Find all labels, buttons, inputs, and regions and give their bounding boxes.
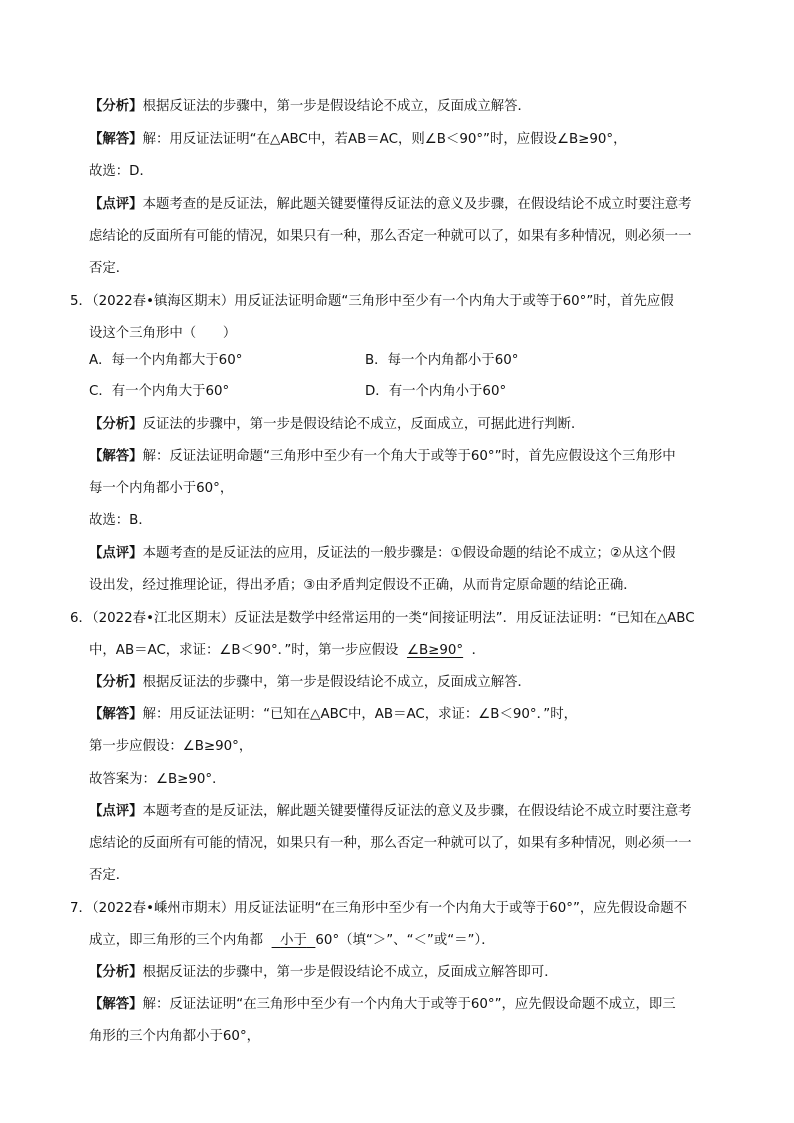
- analysis-text: 根据反证法的步骤中，第一步是假设结论不成立，反面成立解答．: [142, 99, 531, 114]
- comment-tag: 【点评】: [89, 197, 143, 212]
- q4-comment-line-3: [89, 258, 724, 280]
- q6-answer-line-3: [89, 769, 724, 791]
- answer-tag: 【解答】: [89, 449, 143, 464]
- comment-text: 设出发，经过推理论证，得出矛盾；③由矛盾判定假设不正确，从而肯定原命题的结论正确．: [89, 578, 637, 593]
- comment-text: 否定．: [89, 261, 130, 276]
- q5-comment-line-2: [89, 575, 724, 597]
- q5-analysis-line: [89, 414, 724, 436]
- answer-text: 每一个内角都小于60°，: [89, 481, 234, 496]
- analysis-text: 反证法的步骤中，第一步是假设结论不成立，反面成立，可据此进行判断．: [142, 417, 585, 432]
- q5-choice-line: [89, 510, 724, 532]
- q7-stem: 60°（填“＞”、“＜”或“＝”）．: [315, 933, 495, 948]
- q5-answer-line-2: [89, 478, 724, 500]
- q6-stem: 中，AB＝AC，求证：∠B＜90°．”时，第一步应假设: [89, 643, 399, 658]
- q5-answer-line-1: [89, 446, 724, 468]
- q7-answer-line-1: [89, 994, 724, 1016]
- answer-tag: 【解答】: [89, 997, 143, 1012]
- q6-blank-answer: ∠B≥90°: [406, 643, 464, 658]
- q6-comment-line-1: [89, 801, 724, 823]
- analysis-tag: 【分析】: [89, 417, 143, 432]
- q7-stem-line-1: [70, 898, 724, 920]
- answer-text: 解：用反证法证明：“已知在△ABC中，AB＝AC，求证：∠B＜90°．”时，: [142, 707, 578, 722]
- q5-option-b: B．每一个内角都小于60°: [365, 353, 519, 368]
- q4-choice-line: [89, 161, 724, 183]
- q7-analysis-line: [89, 962, 724, 984]
- comment-tag: 【点评】: [89, 804, 143, 819]
- q4-comment-line-1: [89, 194, 724, 216]
- choice-text: 故选：D．: [89, 164, 153, 179]
- q5-option-a: A．每一个内角都大于60°: [89, 353, 243, 368]
- answer-text: 解：用反证法证明“在△ABC中，若AB＝AC，则∠B＜90°”时，应假设∠B≥90°，: [142, 132, 627, 147]
- q6-stem-line-1: [70, 608, 724, 630]
- q6-comment-line-3: [89, 865, 724, 887]
- q7-answer-line-2: [89, 1026, 724, 1048]
- answer-text: 解：反证法证明“在三角形中至少有一个内角大于或等于60°”，应先假设命题不成立，即三: [142, 997, 676, 1012]
- analysis-text: 根据反证法的步骤中，第一步是假设结论不成立，反面成立解答即可．: [142, 965, 558, 980]
- q6-answer-line-1: [89, 704, 724, 726]
- q4-answer-line: [89, 129, 724, 151]
- q6-answer-line-2: [89, 736, 724, 758]
- answer-tag: 【解答】: [89, 707, 143, 722]
- q5-stem-line-2: [89, 323, 724, 345]
- answer-text: 解：反证法证明命题“三角形中至少有一个角大于或等于60°”时，首先应假设这个三角形中: [142, 449, 676, 464]
- choice-text: 故选：B．: [89, 513, 152, 528]
- q5-stem: 设这个三角形中（ ）: [89, 326, 237, 341]
- q5-comment-line-1: [89, 543, 724, 565]
- q7-stem: 7．（2022春•嵊州市期末）用反证法证明“在三角形中至少有一个内角大于或等于60°”，应先假设命题不: [70, 901, 688, 916]
- q7-blank-answer: [272, 933, 316, 948]
- q7-stem-line-2: [89, 930, 724, 952]
- q6-comment-line-2: [89, 833, 724, 855]
- analysis-tag: 【分析】: [89, 675, 143, 690]
- comment-text: 本题考查的是反证法，解此题关键要懂得反证法的意义及步骤，在假设结论不成立时要注意考: [142, 804, 692, 819]
- q6-stem-line-2: [89, 640, 724, 662]
- answer-text: 故答案为：∠B≥90°．: [89, 772, 226, 787]
- analysis-tag: 【分析】: [89, 99, 143, 114]
- q6-stem: ．: [471, 643, 486, 658]
- q5-stem: 5．（2022春•镇海区期末）用反证法证明命题“三角形中至少有一个内角大于或等于60°”时，首先应假: [70, 294, 674, 309]
- q6-analysis-line: [89, 672, 724, 694]
- q7-blank-text: 小于: [280, 933, 307, 948]
- analysis-text: 根据反证法的步骤中，第一步是假设结论不成立，反面成立解答．: [142, 675, 531, 690]
- analysis-tag: 【分析】: [89, 965, 143, 980]
- comment-text: 本题考查的是反证法的应用，反证法的一般步骤是：①假设命题的结论不成立；②从这个假: [142, 546, 676, 561]
- answer-tag: 【解答】: [89, 132, 143, 147]
- comment-text: 否定．: [89, 868, 130, 883]
- answer-text: 第一步应假设：∠B≥90°，: [89, 739, 253, 754]
- q5-option-c: C．有一个内角大于60°: [89, 384, 230, 399]
- comment-text: 虑结论的反面所有可能的情况，如果只有一种，那么否定一种就可以了，如果有多种情况，则必须一一: [89, 229, 692, 244]
- answer-text: 角形的三个内角都小于60°，: [89, 1029, 261, 1044]
- q6-stem: 6．（2022春•江北区期末）反证法是数学中经常运用的一类“间接证明法”．用反证法证明：“已知在△ABC: [70, 611, 695, 626]
- q5-stem-line-1: [70, 291, 724, 313]
- q5-option-d: D．有一个内角小于60°: [365, 384, 507, 399]
- comment-tag: 【点评】: [89, 546, 143, 561]
- comment-text: 虑结论的反面所有可能的情况，如果只有一种，那么否定一种就可以了，如果有多种情况，则必须一一: [89, 836, 692, 851]
- q7-stem: 成立，即三角形的三个内角都: [89, 933, 264, 948]
- comment-text: 本题考查的是反证法，解此题关键要懂得反证法的意义及步骤，在假设结论不成立时要注意考: [142, 197, 692, 212]
- q4-comment-line-2: [89, 226, 724, 248]
- q4-analysis-line: [89, 96, 724, 118]
